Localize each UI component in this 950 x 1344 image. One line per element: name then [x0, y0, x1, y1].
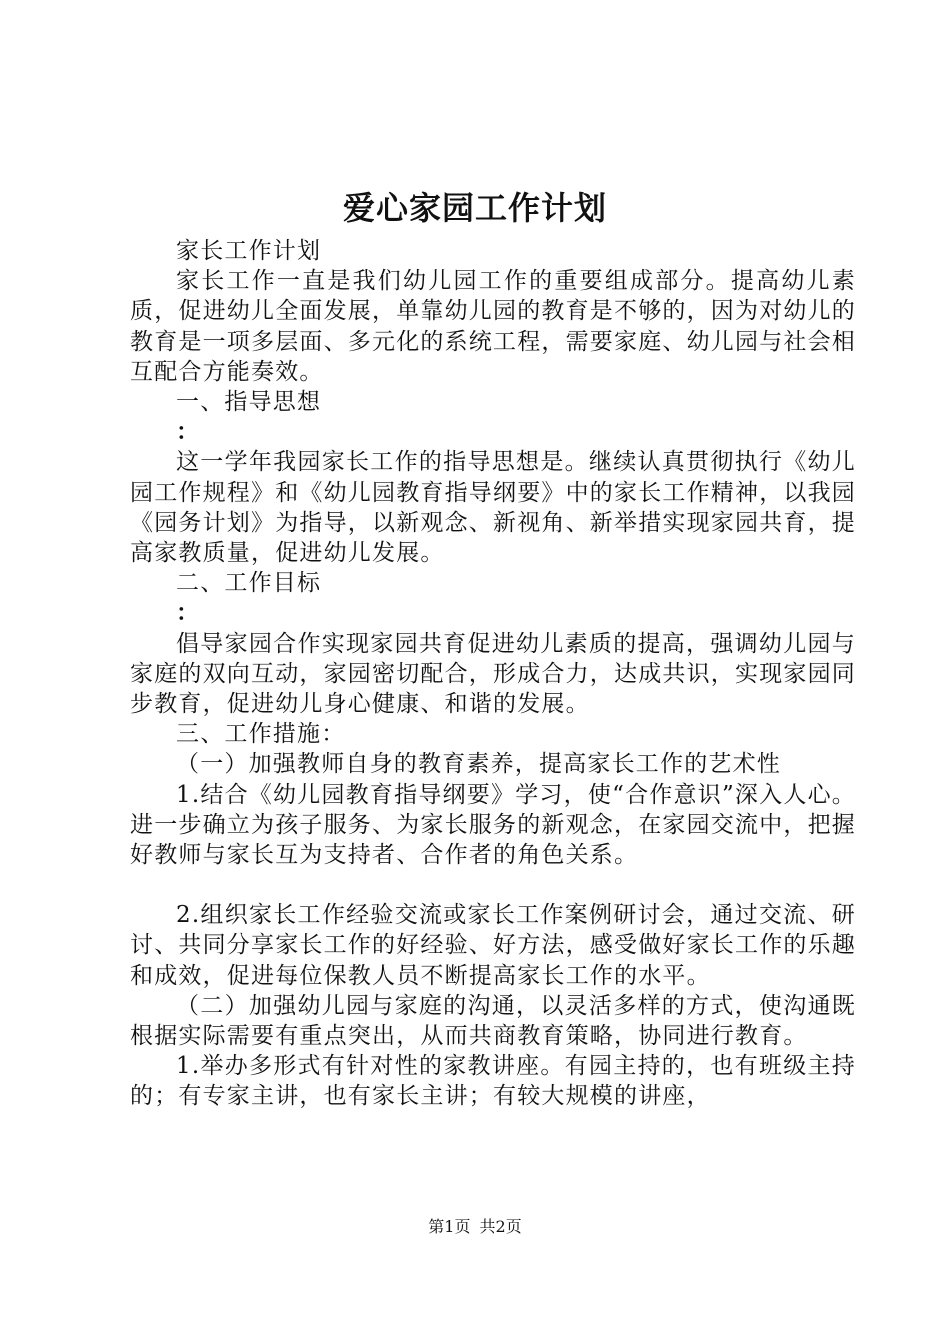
colon-line: ：: [176, 599, 201, 627]
paragraph-measure-1-1: 1.结合《幼儿园教育指导纲要》学习，使“合作意识”深入人心。进一步确立为孩子服务、为家长服务的新观念，在家园交流中，把握好教师与家长互为支持者、合作者的角色关系。: [130, 781, 856, 869]
paragraph-measure-1-2: 2.组织家长工作经验交流或家长工作案例研讨会，通过交流、研讨、共同分享家长工作的好经验、好方法，感受做好家长工作的乐趣和成效，促进每位保教人员不断提高家长工作的水平。: [130, 902, 856, 989]
paragraph-measure-2-1: 1.举办多形式有针对性的家教讲座。有园主持的，也有班级主持的；有专家主讲，也有家长主讲；有较大规模的讲座，: [130, 1053, 856, 1110]
paragraph-heading-plan: 家长工作计划: [176, 238, 322, 264]
page-footer: [0, 1216, 950, 1238]
colon-line: ：: [176, 418, 201, 446]
section-heading-measures: 三、工作措施：: [176, 721, 346, 748]
page-number: 第1页: [428, 1217, 471, 1236]
blank-line: [130, 870, 856, 900]
section-heading-guiding-thought: 一、指导思想: [176, 389, 322, 416]
document-title: 爱心家园工作计划: [342, 189, 607, 227]
document-body: [130, 236, 856, 1112]
paragraph-guiding-thought: 这一学年我园家长工作的指导思想是。继续认真贯彻执行《幼儿园工作规程》和《幼儿园教育指导纲要》中的家长工作精神，以我园《园务计划》为指导，以新观念、新视角、新举措实现家园共育，提高家教质量，促进幼儿发展。: [130, 449, 856, 567]
paragraph-work-goals: 倡导家园合作实现家园共育促进幼儿素质的提高，强调幼儿园与家庭的双向互动，家园密切配合，形成合力，达成共识，实现家园同步教育，促进幼儿身心健康、和谐的发展。: [130, 630, 856, 718]
subheading-measure-1: （一）加强教师自身的教育素养，提高家长工作的艺术性: [176, 751, 781, 778]
paragraph-intro: 家长工作一直是我们幼儿园工作的重要组成部分。提高幼儿素质，促进幼儿全面发展，单靠幼儿园的教育是不够的，因为对幼儿的教育是一项多层面、多元化的系统工程，需要家庭、幼儿园与社会相互配合方能奏效。: [130, 268, 856, 385]
page-total: 共2页: [479, 1217, 522, 1236]
subheading-measure-2: （二）加强幼儿园与家庭的沟通，以灵活多样的方式，使沟通既根据实际需要有重点突出，从而共商教育策略，协同进行教育。: [130, 992, 856, 1050]
section-heading-work-goals: 二、工作目标: [176, 570, 322, 597]
